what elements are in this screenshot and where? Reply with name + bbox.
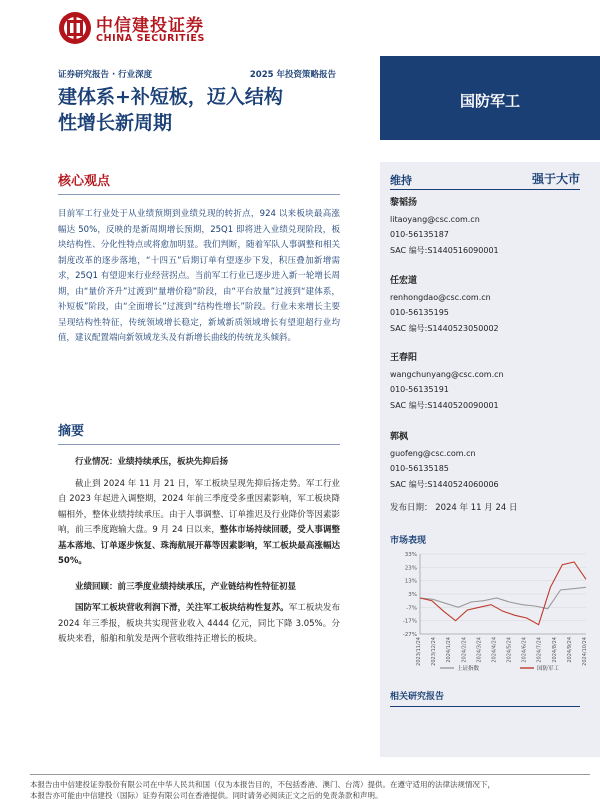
analyst-name: 黎韬扬 [390,198,418,208]
chart-x-tick-label: 2024/5/24 [506,637,513,663]
chart-x-tick-label: 2024/10/24 [582,637,588,666]
summary-heading: 摘要 [58,420,340,445]
chart-x-tick-label: 2023/12/24 [431,637,438,666]
chart-y-tick-label: 23% [404,565,417,572]
summary-p2-bold: 国防军工板块营收利润下滑，关注军工板块结构性复苏。 [75,603,289,613]
analyst-email[interactable]: guofeng@csc.com.cn [390,448,476,458]
analyst-name: 任宏道 [390,276,418,286]
chart-x-tick-label: 2024/8/24 [551,637,558,663]
brand-logo [58,11,258,49]
publish-date: 发布日期： 2024 年 11 月 24 日 [390,503,518,513]
report-category: 证券研究报告 · 行业深度 [58,70,153,80]
analyst-sac: SAC 编号:S1440516090001 [390,245,499,255]
chart-y-tick-label: 13% [404,578,417,585]
analyst-sac: SAC 编号:S1440524060006 [390,479,499,489]
chart-legend-label: 上证指数 [457,666,480,672]
market-performance-chart [390,548,590,676]
analyst-sac: SAC 编号:S1440520090001 [390,400,499,410]
analyst-card [390,274,590,336]
report-title-line2: 性增长新周期 [58,112,173,134]
rating-row [390,170,580,190]
chart-y-tick-label: 3% [408,592,417,598]
chart-legend-label: 国防军工 [537,666,560,672]
chart-series-line [420,562,586,625]
analyst-phone: 010-56135187 [390,230,449,239]
chart-x-tick-label: 2024/2/24 [461,637,468,663]
summary-p2-text: 军工板块发布 2024 年三季报，板块共实现营业收入 4444 亿元，同比下降 3.05%。分板块来看，船舶和航发是两个营收维持正增长的板块。 [58,603,340,644]
core-heading: 核心观点 [58,170,340,195]
analyst-phone: 010-56135195 [390,308,449,317]
report-title [58,84,358,136]
analyst-name: 王春阳 [390,353,418,363]
logo-mark-icon [58,11,92,45]
summary-paragraph-1 [58,477,340,570]
chart-series-line [420,587,586,608]
analyst-card [390,430,590,492]
analyst-name: 郭枫 [390,432,409,442]
chart-y-tick-label: 33% [404,552,417,558]
rating-value: 强于大市 [531,172,580,186]
analyst-email[interactable]: renhongdao@csc.com.cn [390,292,491,302]
core-text: 目前军工行业处于从业绩预期到业绩兑现的转折点，924 以来板块最高涨幅达 50%，反映的是新周期增长预期，25Q1 即将进入业绩兑现阶段，板块结构性、分化性特点或将愈加明显。我们判断，随着军队人事调整和相关制度改革的逐步落地，“十四五”后期订单有望逐步下发，积压叠加新增需求，25Q1 有望迎来行业经营拐点。当前军工行业已逐步进入新一轮增长周期，由“量价齐升”过渡到“量增价稳”阶段，由“平台放量”过渡到“建体系，补短板”阶段，由“全面增长”过渡到“结构性增长”阶段。行业未来增长主要呈现结构性特征，传统领域增长稳定，新域新质领域增长有望迎超行业均值，建议配置端向新领域龙头及有新增长曲线的传统龙头倾斜。 [58,209,340,343]
brand-name-en: CHINA SECURITIES [96,33,205,44]
footer-line-1: 本报告由中信建投证券股份有限公司在中华人民共和国（仅为本报告目的，不包括香港、澳门、台湾）提供。在遵守适用的法律法规情况下， [30,780,495,789]
summary-subhead-1: 行业情况：业绩持续承压，板块先抑后扬 [75,457,229,467]
chart-x-tick-label: 2024/1/24 [446,637,453,663]
summary-paragraph-2 [58,601,340,648]
core-viewpoints-section [58,170,340,347]
analyst-email[interactable]: wangchunyang@csc.com.cn [390,369,504,379]
analyst-card [390,351,590,413]
summary-p1-bold: 整体市场持续回暖，受人事调整基本落地、订单逐步恢复、珠海航展开幕等因素影响，军工板块最高涨幅达 50%。 [58,525,340,566]
rating-label: 维持 [390,174,412,187]
chart-x-tick-label: 2024/4/24 [491,637,498,663]
analyst-phone: 010-56135185 [390,464,449,473]
summary-section [58,420,340,648]
report-title-line1: 建体系+补短板，迈入结构 [58,86,283,108]
footer-line-2: 本报告亦可能由中信建投（国际）证券有限公司在香港提供。同时请务必阅读正文之后的免责条款和声明。 [30,791,383,800]
chart-y-tick-label: -7% [406,605,417,612]
chart-x-tick-label: 2024/6/24 [521,637,528,663]
brand-name-cn: 中信建投证券 [96,16,204,36]
chart-x-tick-label: 2023/11/24 [416,637,422,666]
analyst-sac: SAC 编号:S1440523050002 [390,323,499,333]
summary-subhead-2: 业绩回顾：前三季度业绩持续承压，产业链结构性特征初显 [75,581,297,592]
chart-x-tick-label: 2024/3/24 [476,637,483,663]
sector-banner [380,56,600,140]
sidebar [380,162,600,757]
analyst-card [390,196,590,258]
footer-divider [30,774,590,775]
chart-y-tick-label: -17% [402,618,417,625]
market-performance-title: 市场表现 [390,536,427,546]
summary-p1-text: 截止到 2024 年 11 月 21 日，军工板块呈现先抑后扬走势。军工行业自 2023 年起进入调整期，2024 年前三季度受多重因素影响，军工板块降幅相外，整体业绩持续承压。由于人事调整、订单推迟及行业降价等因素影响，前三季度跑输大盘。9 月 24 日以来， [58,478,340,535]
footer-disclaimer [30,779,590,800]
chart-y-tick-label: -27% [402,632,417,638]
report-type: 2025 年投资策略报告 [249,70,336,80]
analyst-email[interactable]: litaoyang@csc.com.cn [390,214,480,224]
chart-x-tick-label: 2024/9/24 [566,637,573,663]
sector-label: 国防军工 [459,92,520,110]
analyst-phone: 010-56135191 [390,385,449,394]
related-reports-title: 相关研究报告 [390,689,580,707]
chart-x-tick-label: 2024/7/24 [536,637,543,663]
